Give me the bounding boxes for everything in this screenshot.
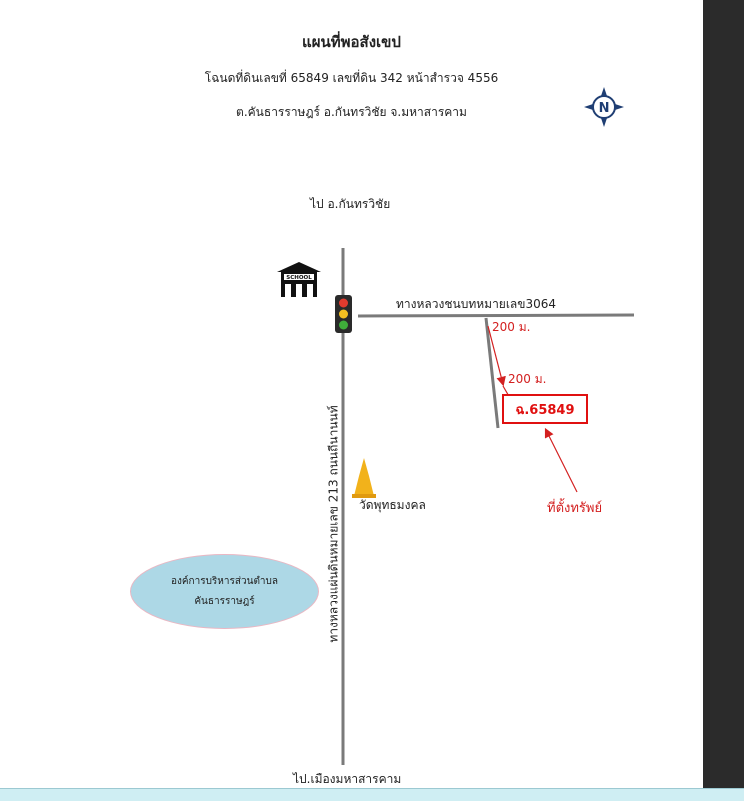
rural-road-label: ทางหลวงชนบทหมายเลข3064 — [396, 297, 557, 311]
direction-north-label: ไป อ.กันทรวิชัย — [310, 197, 391, 211]
parcel-label: ฉ.65849 — [515, 402, 575, 418]
location-info: ต.คันธารราษฎร์ อ.กันทรวิชัย จ.มหาสารคาม — [236, 105, 467, 119]
temple-label: วัดพุทธมงคล — [359, 498, 426, 512]
viewer-bottom-strip — [0, 788, 744, 801]
highway-label: ทางหลวงแผ่นดินหมายเลข 213 ถนนถีนานนท์ — [326, 405, 341, 643]
property-site-label: ที่ตั้งทรัพย์ — [547, 501, 603, 516]
page-title: แผนที่พอสังเขป — [302, 33, 401, 51]
traffic-light-icon — [335, 295, 352, 333]
direction-south-label: ไป.เมืองมหาสารคาม — [293, 772, 402, 786]
rural-road-line — [358, 315, 634, 316]
school-icon — [277, 262, 321, 297]
site-pointer-arrow — [546, 430, 577, 492]
property-parcel-box — [502, 394, 588, 424]
temple-icon — [352, 458, 376, 498]
distance-label-2: 200 ม. — [508, 372, 547, 386]
deed-info: โฉนดที่ดินเลขที่ 65849 เลขที่ดิน 342 หน้าสำรวจ 4556 — [204, 71, 499, 85]
compass-letter: N — [598, 101, 610, 116]
viewer-side-panel — [703, 0, 744, 800]
office-line-2: คันธารราษฎร์ — [194, 595, 255, 607]
sao-office-landmark — [130, 554, 319, 629]
school-sign-text: SCHOOL — [286, 275, 312, 281]
office-line-1: องค์การบริหารส่วนตำบล — [170, 575, 279, 587]
distance-label-1: 200 ม. — [492, 320, 531, 334]
